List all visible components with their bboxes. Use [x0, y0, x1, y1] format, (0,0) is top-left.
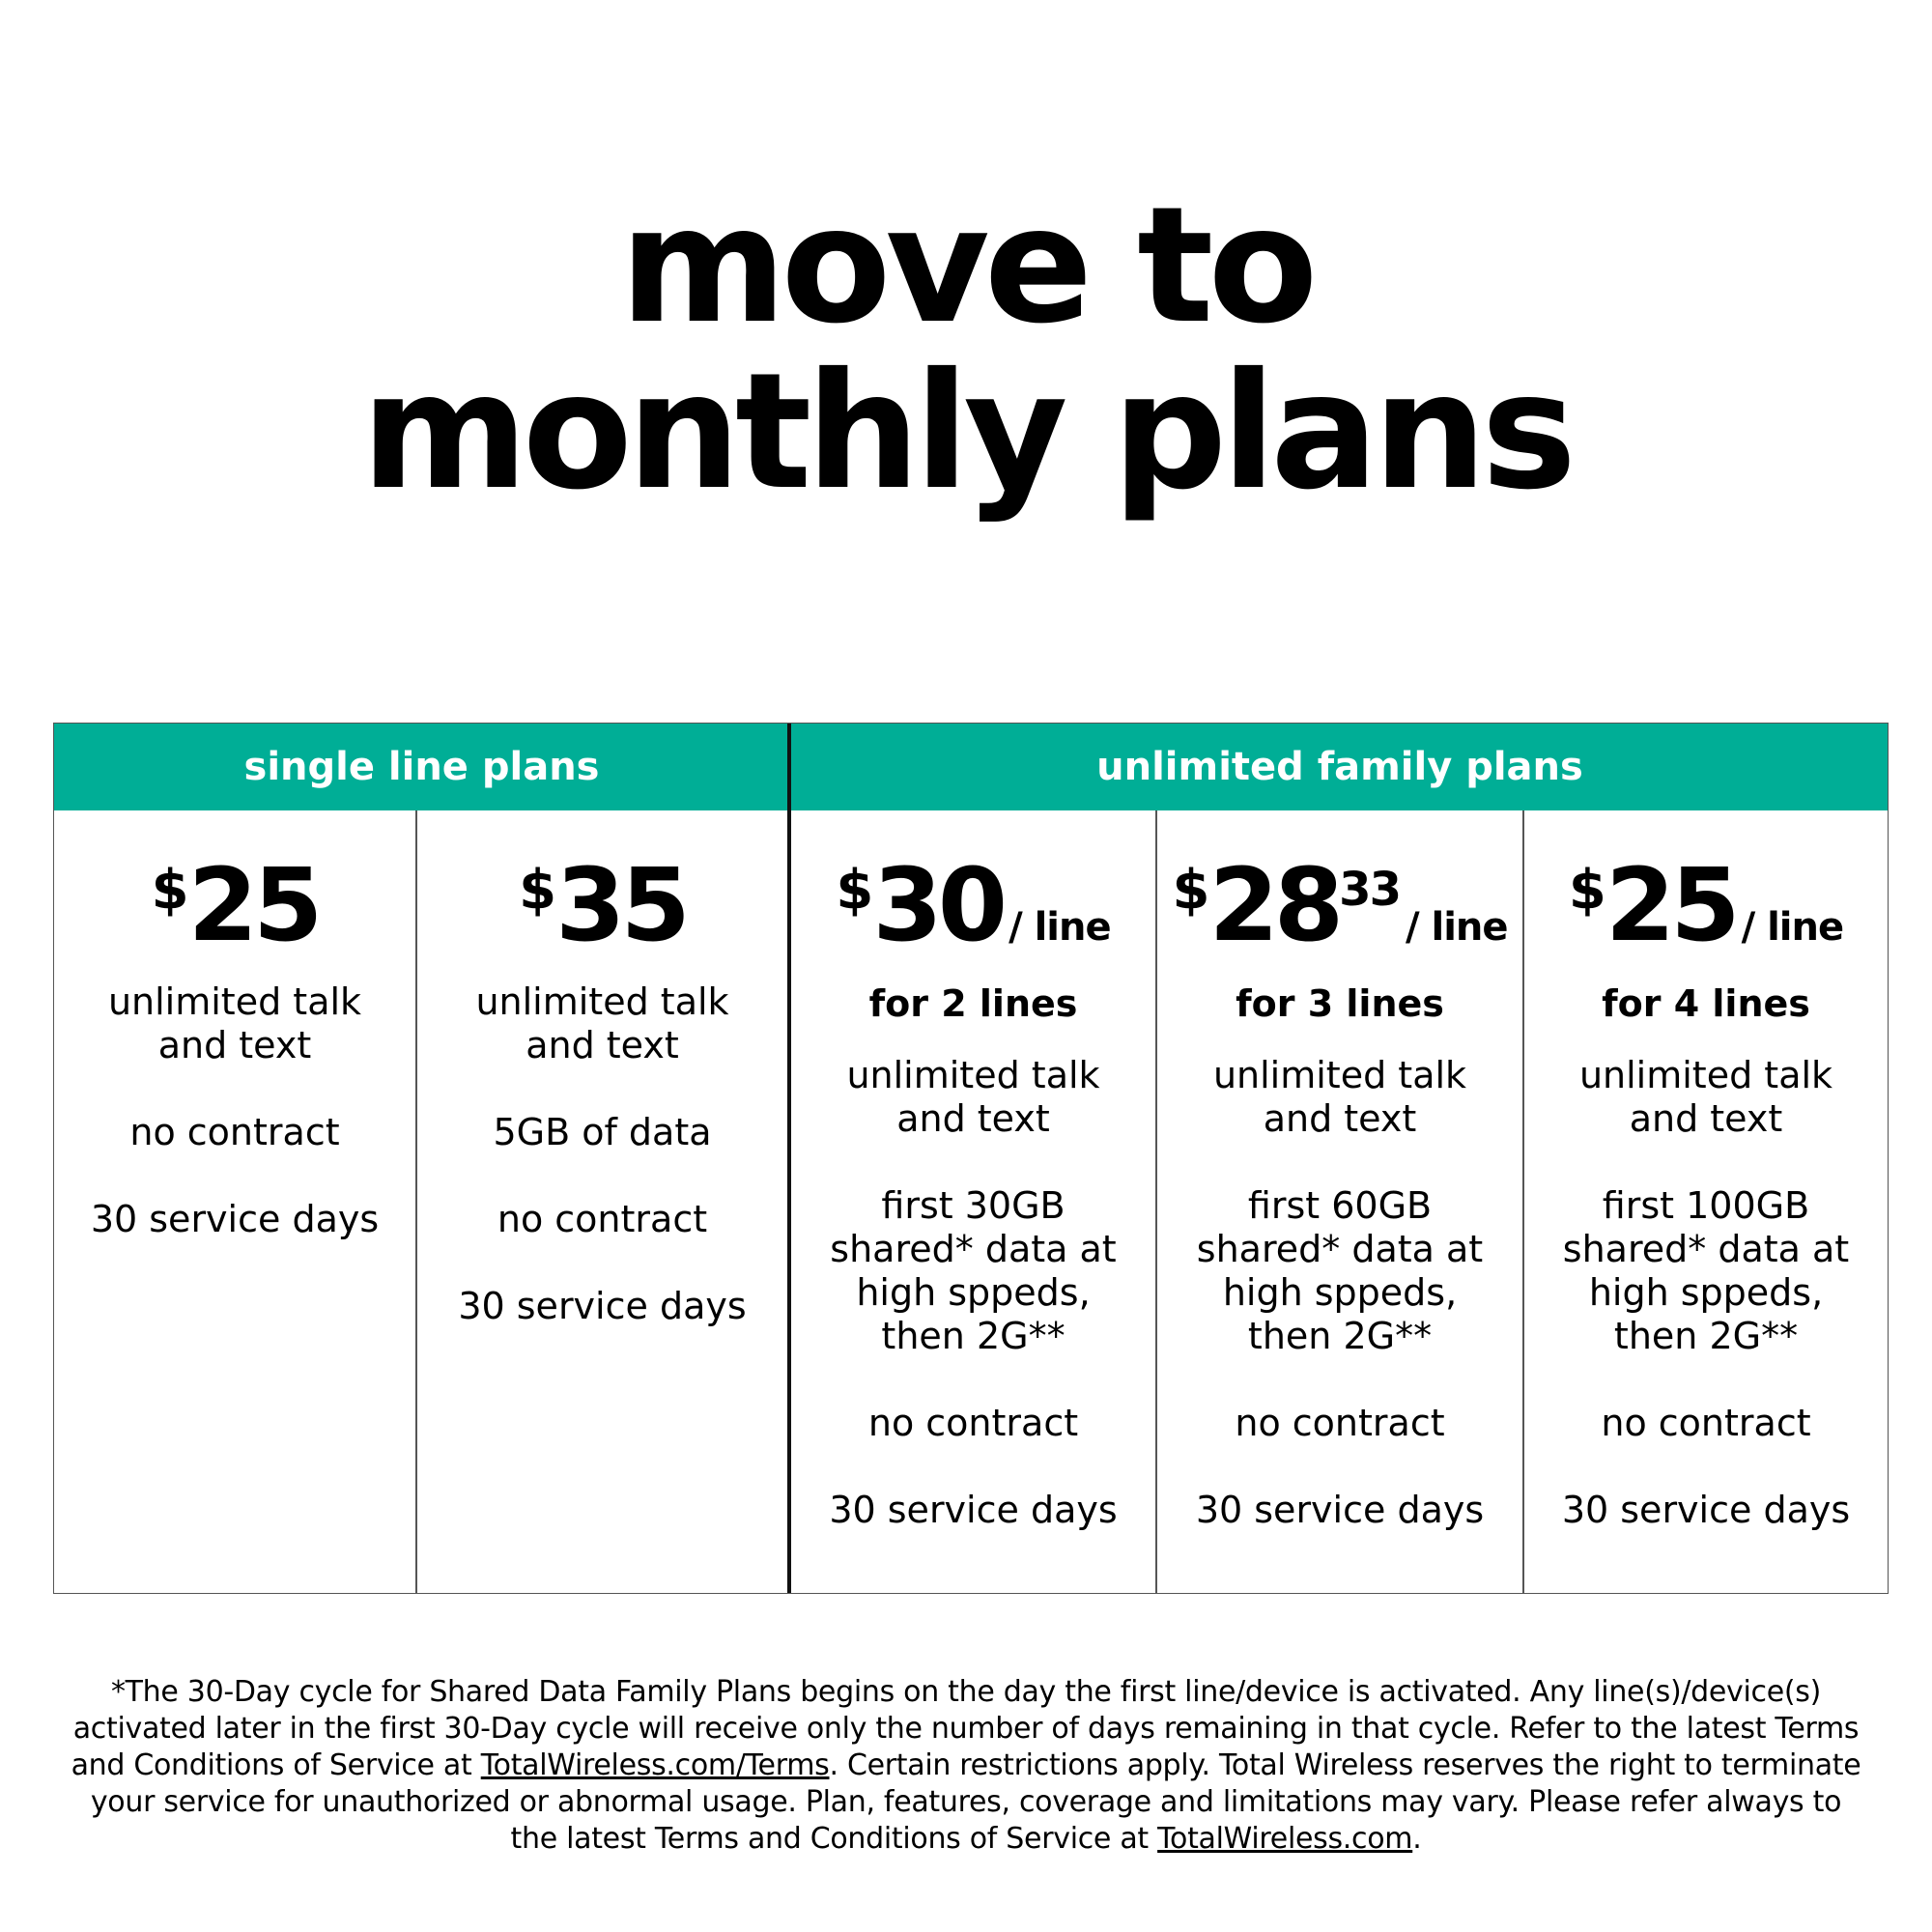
footnote-text-3: . — [1412, 1822, 1422, 1856]
plan-card-25 — [54, 810, 415, 1593]
site-link[interactable]: TotalWireless.com — [1157, 1822, 1413, 1856]
currency-symbol: $ — [151, 859, 188, 922]
feature-service-days: 30 service days — [1195, 1489, 1485, 1531]
price-cents: 33 — [1339, 863, 1400, 917]
plan-price — [1157, 846, 1522, 964]
price-amount: 30 — [872, 846, 1004, 964]
plan-card-28-33-per-line — [1157, 810, 1522, 1593]
plan-features — [791, 1054, 1155, 1576]
group-title-single-line: single line plans — [243, 745, 600, 789]
price-unit: / line — [1009, 905, 1111, 950]
currency-symbol: $ — [519, 859, 556, 922]
plan-card-35 — [417, 810, 787, 1593]
plan-features — [417, 980, 787, 1372]
feature-contract: no contract — [867, 1402, 1079, 1444]
line-count-label: for 3 lines — [1236, 982, 1444, 1025]
feature-talk-text: unlimited talk and text — [475, 980, 729, 1066]
price-amount: 25 — [187, 846, 319, 964]
feature-talk-text: unlimited talk and text — [846, 1054, 1100, 1140]
line-count-label: for 4 lines — [1602, 982, 1810, 1025]
feature-contract: no contract — [497, 1198, 708, 1240]
feature-contract: no contract — [1601, 1402, 1811, 1444]
feature-talk-text: unlimited talk and text — [1212, 1054, 1467, 1140]
plans-table — [53, 723, 1889, 1594]
feature-data: first 30GB shared* data at high sppeds, then 2G** — [830, 1184, 1117, 1357]
price-amount: 25 — [1605, 846, 1736, 964]
price-unit: / line — [1741, 905, 1844, 950]
plan-price — [1524, 846, 1888, 964]
plan-features — [1524, 1054, 1888, 1576]
feature-contract: no contract — [1235, 1402, 1445, 1444]
plan-price — [54, 846, 415, 964]
feature-talk-text: unlimited talk and text — [1578, 1054, 1833, 1140]
feature-service-days: 30 service days — [829, 1489, 1118, 1531]
legal-footnote — [68, 1674, 1864, 1858]
plan-features — [54, 980, 415, 1285]
currency-symbol: $ — [1568, 859, 1605, 922]
plan-price — [417, 846, 787, 964]
feature-contract: no contract — [129, 1111, 340, 1153]
headline-line-1: move to — [619, 173, 1313, 359]
line-count-label: for 2 lines — [868, 982, 1078, 1025]
feature-service-days: 30 service days — [90, 1198, 380, 1240]
footnote-text-1: *The 30-Day cycle for Shared Data Family Plans begins on the day the first line/device is activated. Any line(s)/device(s) activated later in the first 30-Day cycle will receive only the number of days remaining in that cycle. Refer to the latest Terms and Conditions of Service at — [71, 1675, 1860, 1782]
currency-symbol: $ — [1172, 859, 1209, 922]
feature-service-days: 30 service days — [1561, 1489, 1851, 1531]
feature-service-days: 30 service days — [458, 1285, 747, 1327]
feature-data: 5GB of data — [493, 1111, 712, 1153]
price-amount: 35 — [555, 846, 686, 964]
plan-card-30-per-line — [791, 810, 1155, 1593]
feature-talk-text: unlimited talk and text — [107, 980, 362, 1066]
price-amount: 28 — [1208, 846, 1340, 964]
currency-symbol: $ — [836, 859, 873, 922]
feature-data: first 100GB shared* data at high sppeds, then 2G** — [1562, 1184, 1850, 1357]
page-headline — [0, 173, 1932, 526]
footnote-text-2: . Certain restrictions apply. Total Wireless reserves the right to terminate your service for unauthorized or abnormal usage. Plan, features, coverage and limitations may vary. Please refer always to the latest Terms and Conditions of Service at — [90, 1748, 1861, 1856]
plan-card-25-per-line — [1524, 810, 1888, 1593]
group-title-family: unlimited family plans — [1096, 745, 1583, 789]
terms-link[interactable]: TotalWireless.com/Terms — [480, 1748, 830, 1782]
feature-data: first 60GB shared* data at high sppeds, then 2G** — [1196, 1184, 1484, 1357]
table-header-row — [54, 724, 1888, 810]
headline-line-2: monthly plans — [360, 339, 1572, 526]
plan-price — [791, 846, 1155, 964]
price-unit: / line — [1405, 905, 1508, 950]
plan-features — [1157, 1054, 1522, 1576]
